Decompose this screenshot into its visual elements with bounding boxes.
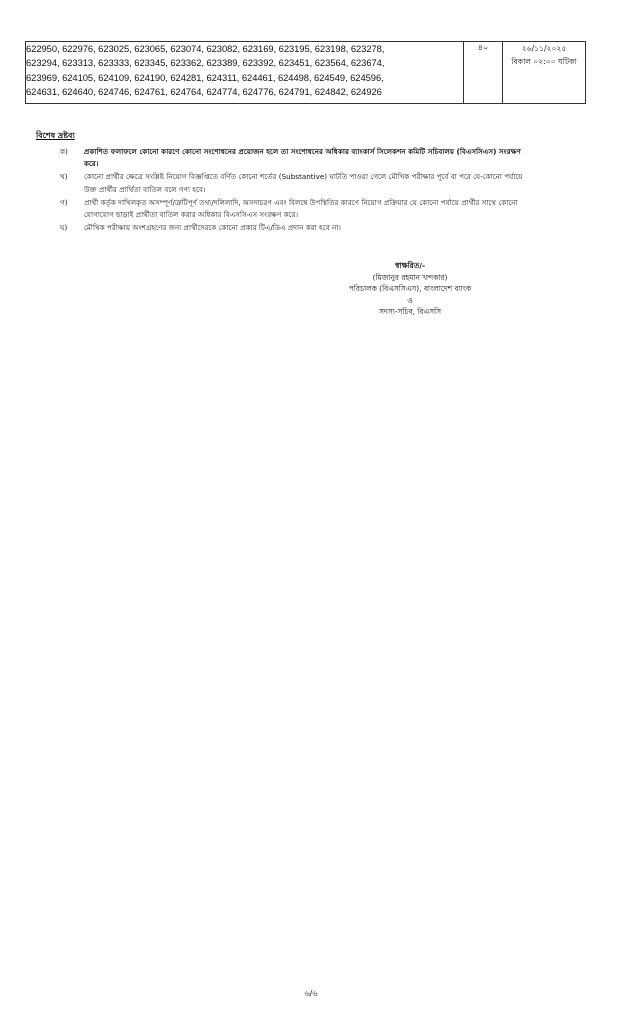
roll-line: 624631, 624640, 624746, 624761, 624764, 624774, 624776, 624791, 624842, 624926 (26, 86, 382, 98)
exam-schedule-cell (503, 42, 586, 104)
note-marker: গ) (60, 197, 68, 207)
roll-number-table (25, 41, 586, 104)
signature-block (340, 260, 480, 318)
roll-line: 622950, 622976, 623025, 623065, 623074, 623082, 623169, 623195, 623198, 623278, (26, 43, 385, 54)
note-text: কোনো প্রার্থীর ক্ষেত্রে সংশ্লিষ্ট নিয়োগ বিজ্ঞপ্তিতে বর্ণিত কোনো শর্তের (Substantive) ঘাটতি পাওয়া গেলে মৌখিক পরীক্ষার পূর্বে বা পরে যে-কোনো পর্যায়ে উক্ত প্রার্থীর প্রার্থিতা বাতিল বলে গণ্য হবে। (84, 172, 523, 194)
page-number: ৬/৬ (304, 989, 318, 998)
note-item (60, 197, 530, 222)
signatory-name: (মিজানুর রহমান খন্দকার) (372, 272, 448, 282)
notes-title: বিশেষ দ্রষ্টব্য (36, 131, 75, 140)
note-marker: ক) (60, 147, 68, 156)
candidate-count: ৪০ (464, 42, 503, 104)
signatory-position: পরিচালক (বিএসসিএস), বাংলাদেশ ব্যাংক (348, 284, 472, 294)
notes-list (60, 146, 530, 235)
note-marker: খ) (60, 172, 68, 182)
exam-date: ২৬/১১/২০২৫ (521, 44, 567, 53)
note-item (60, 146, 530, 171)
conjunction: ও (407, 295, 413, 305)
note-item (60, 222, 530, 234)
signatory-position-secondary: সদস্য-সচিব, বিএসসি (379, 307, 441, 317)
roll-line: 623969, 624105, 624109, 624190, 624281, 624311, 624461, 624498, 624549, 624596, (26, 71, 384, 83)
signed-label: স্বাক্ষরিত/- (394, 261, 426, 270)
note-text: প্রার্থী কর্তৃক দাখিলকৃত অসম্পূর্ণ/ত্রুটিপূর্ণ তথ্য/দলিলাদি, অসদাচরণ এবং বিলম্বে উপস্থিতির কারণে নিয়োগ প্রক্রিয়ার যে কোনো পর্যায়ে প্রার্থীর সাথে কোনো যোগাযোগ ছাড়াই প্রার্থীতা বাতিল করার অধিকার বিএসসিএস সংরক্ষণ করে। (84, 197, 518, 220)
note-marker: ঘ) (60, 222, 68, 232)
roll-numbers-cell (26, 42, 464, 104)
note-text: প্রকাশিত ফলাফলে কোনো কারণে কোনো সংশোধনের প্রয়োজন হলে তা সংশোধনের অধিকার ব্যাংকার্স সিলেকশন কমিটি সচিবালয় (বিএসসিএস) সংরক্ষণ করে। (84, 147, 521, 169)
table-row (26, 42, 586, 104)
roll-line: 623294, 623313, 623333, 623345, 623362, 623389, 623392, 623451, 623564, 623674, (26, 57, 385, 69)
note-text: মৌখিক পরীক্ষায় অংশগ্রহণের জন্য প্রার্থীদেরকে কোনো প্রকার টিএ/ডিএ প্রদান করা হবে না। (84, 222, 341, 232)
exam-time: বিকাল ০২:০০ ঘটিকা (511, 57, 577, 66)
note-item (60, 171, 530, 196)
